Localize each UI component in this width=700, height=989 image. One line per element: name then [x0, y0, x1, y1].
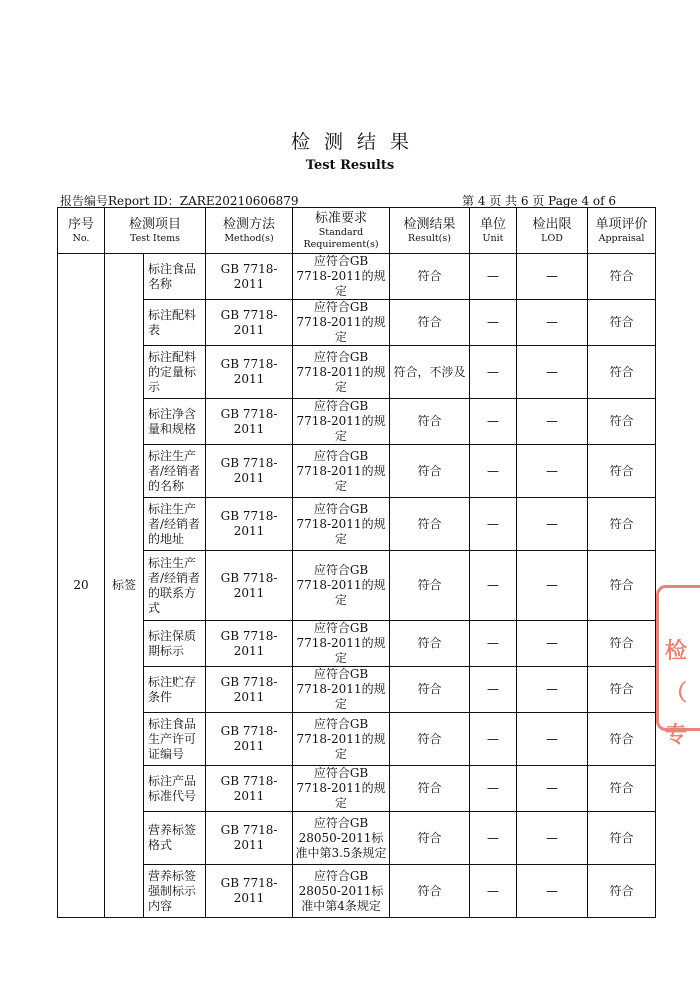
col-header-test-items: 检测项目 Test Items: [105, 208, 206, 254]
appraisal-cell: 符合: [588, 713, 656, 766]
lod-cell: —: [517, 551, 588, 621]
method-cell: GB 7718-2011: [206, 445, 293, 498]
page-number: 第 4 页 共 6 页 Page 4 of 6: [462, 194, 617, 208]
test-item: 标注产品标准代号: [144, 766, 206, 812]
method-cell: GB 7718-2011: [206, 399, 293, 445]
test-item: 标注贮存条件: [144, 667, 206, 713]
table-row: [58, 346, 656, 399]
table-header-row: [58, 208, 656, 254]
lod-cell: —: [517, 346, 588, 399]
result-cell: 符合: [390, 766, 470, 812]
appraisal-cell: 符合: [588, 498, 656, 551]
result-cell: 符合: [390, 551, 470, 621]
lod-cell: —: [517, 300, 588, 346]
result-cell: 符合: [390, 498, 470, 551]
result-cell: 符合: [390, 812, 470, 865]
test-item: 标注生产者/经销者的地址: [144, 498, 206, 551]
test-item: 标注生产者/经销者的联系方式: [144, 551, 206, 621]
table-row: [58, 300, 656, 346]
test-item: 标注净含量和规格: [144, 399, 206, 445]
unit-cell: —: [470, 713, 517, 766]
row-number: 20: [58, 254, 105, 918]
unit-cell: —: [470, 812, 517, 865]
result-cell: 符合: [390, 254, 470, 300]
method-cell: GB 7718-2011: [206, 865, 293, 918]
requirement-cell: 应符合GB 7718-2011的规定: [293, 713, 390, 766]
result-cell: 符合: [390, 445, 470, 498]
table-row: [58, 445, 656, 498]
table-row: [58, 399, 656, 445]
appraisal-cell: 符合: [588, 300, 656, 346]
appraisal-cell: 符合: [588, 346, 656, 399]
requirement-cell: 应符合GB 7718-2011的规定: [293, 667, 390, 713]
result-cell: 符合: [390, 667, 470, 713]
requirement-cell: 应符合GB 7718-2011的规定: [293, 498, 390, 551]
category-label: 标签: [105, 254, 144, 918]
inspection-stamp: 检 （ 专: [656, 585, 700, 731]
appraisal-cell: 符合: [588, 621, 656, 667]
col-header-requirement: 标准要求 Standard Requirement(s): [293, 208, 390, 254]
stamp-text: [659, 588, 700, 630]
unit-cell: —: [470, 621, 517, 667]
appraisal-cell: 符合: [588, 667, 656, 713]
table-row: [58, 551, 656, 621]
test-item: 营养标签格式: [144, 812, 206, 865]
appraisal-cell: 符合: [588, 812, 656, 865]
table-row: [58, 621, 656, 667]
report-id: 报告编号Report ID：ZARE20210606879: [60, 194, 299, 208]
requirement-cell: 应符合GB 7718-2011的规定: [293, 300, 390, 346]
appraisal-cell: 符合: [588, 766, 656, 812]
page-title-en: Test Results: [305, 158, 395, 173]
col-header-appraisal: 单项评价 Appraisal: [588, 208, 656, 254]
method-cell: GB 7718-2011: [206, 621, 293, 667]
col-header-unit: 单位 Unit: [470, 208, 517, 254]
unit-cell: —: [470, 498, 517, 551]
method-cell: GB 7718-2011: [206, 812, 293, 865]
method-cell: GB 7718-2011: [206, 498, 293, 551]
appraisal-cell: 符合: [588, 445, 656, 498]
lod-cell: —: [517, 445, 588, 498]
table-row: [58, 766, 656, 812]
lod-cell: —: [517, 667, 588, 713]
lod-cell: —: [517, 713, 588, 766]
result-cell: 符合: [390, 713, 470, 766]
method-cell: GB 7718-2011: [206, 551, 293, 621]
requirement-cell: 应符合GB 28050-2011标准中第4条规定: [293, 865, 390, 918]
requirement-cell: 应符合GB 7718-2011的规定: [293, 621, 390, 667]
requirement-cell: 应符合GB 28050-2011标准中第3.5条规定: [293, 812, 390, 865]
method-cell: GB 7718-2011: [206, 766, 293, 812]
requirement-cell: 应符合GB 7718-2011的规定: [293, 766, 390, 812]
lod-cell: —: [517, 399, 588, 445]
unit-cell: —: [470, 667, 517, 713]
method-cell: GB 7718-2011: [206, 667, 293, 713]
appraisal-cell: 符合: [588, 254, 656, 300]
lod-cell: —: [517, 865, 588, 918]
page-title-cn: 检测结果: [290, 131, 423, 153]
table-row: [58, 254, 656, 300]
test-item: 标注食品生产许可证编号: [144, 713, 206, 766]
requirement-cell: 应符合GB 7718-2011的规定: [293, 445, 390, 498]
unit-cell: —: [470, 766, 517, 812]
method-cell: GB 7718-2011: [206, 254, 293, 300]
result-cell: 符合: [390, 621, 470, 667]
table-row: [58, 812, 656, 865]
table-row: [58, 713, 656, 766]
method-cell: GB 7718-2011: [206, 300, 293, 346]
requirement-cell: 应符合GB 7718-2011的规定: [293, 551, 390, 621]
lod-cell: —: [517, 621, 588, 667]
test-item: 营养标签强制标示内容: [144, 865, 206, 918]
unit-cell: —: [470, 551, 517, 621]
unit-cell: —: [470, 300, 517, 346]
table-row: [58, 667, 656, 713]
unit-cell: —: [470, 445, 517, 498]
appraisal-cell: 符合: [588, 865, 656, 918]
requirement-cell: 应符合GB 7718-2011的规定: [293, 254, 390, 300]
lod-cell: —: [517, 812, 588, 865]
unit-cell: —: [470, 346, 517, 399]
appraisal-cell: 符合: [588, 399, 656, 445]
result-cell: 符合: [390, 399, 470, 445]
appraisal-cell: 符合: [588, 551, 656, 621]
table-row: [58, 865, 656, 918]
unit-cell: —: [470, 254, 517, 300]
method-cell: GB 7718-2011: [206, 346, 293, 399]
lod-cell: —: [517, 254, 588, 300]
test-results-table: [57, 207, 656, 918]
result-cell: 符合: [390, 865, 470, 918]
requirement-cell: 应符合GB 7718-2011的规定: [293, 399, 390, 445]
lod-cell: —: [517, 766, 588, 812]
col-header-method: 检测方法 Method(s): [206, 208, 293, 254]
test-item: 标注生产者/经销者的名称: [144, 445, 206, 498]
lod-cell: —: [517, 498, 588, 551]
unit-cell: —: [470, 865, 517, 918]
col-header-result: 检测结果 Result(s): [390, 208, 470, 254]
table-row: [58, 498, 656, 551]
result-cell: 符合，不涉及: [390, 346, 470, 399]
test-item: 标注保质期标示: [144, 621, 206, 667]
test-item: 标注食品名称: [144, 254, 206, 300]
col-header-no: 序号 No.: [58, 208, 105, 254]
test-item: 标注配料表: [144, 300, 206, 346]
col-header-lod: 检出限 LOD: [517, 208, 588, 254]
method-cell: GB 7718-2011: [206, 713, 293, 766]
unit-cell: —: [470, 399, 517, 445]
result-cell: 符合: [390, 300, 470, 346]
test-item: 标注配料的定量标示: [144, 346, 206, 399]
requirement-cell: 应符合GB 7718-2011的规定: [293, 346, 390, 399]
